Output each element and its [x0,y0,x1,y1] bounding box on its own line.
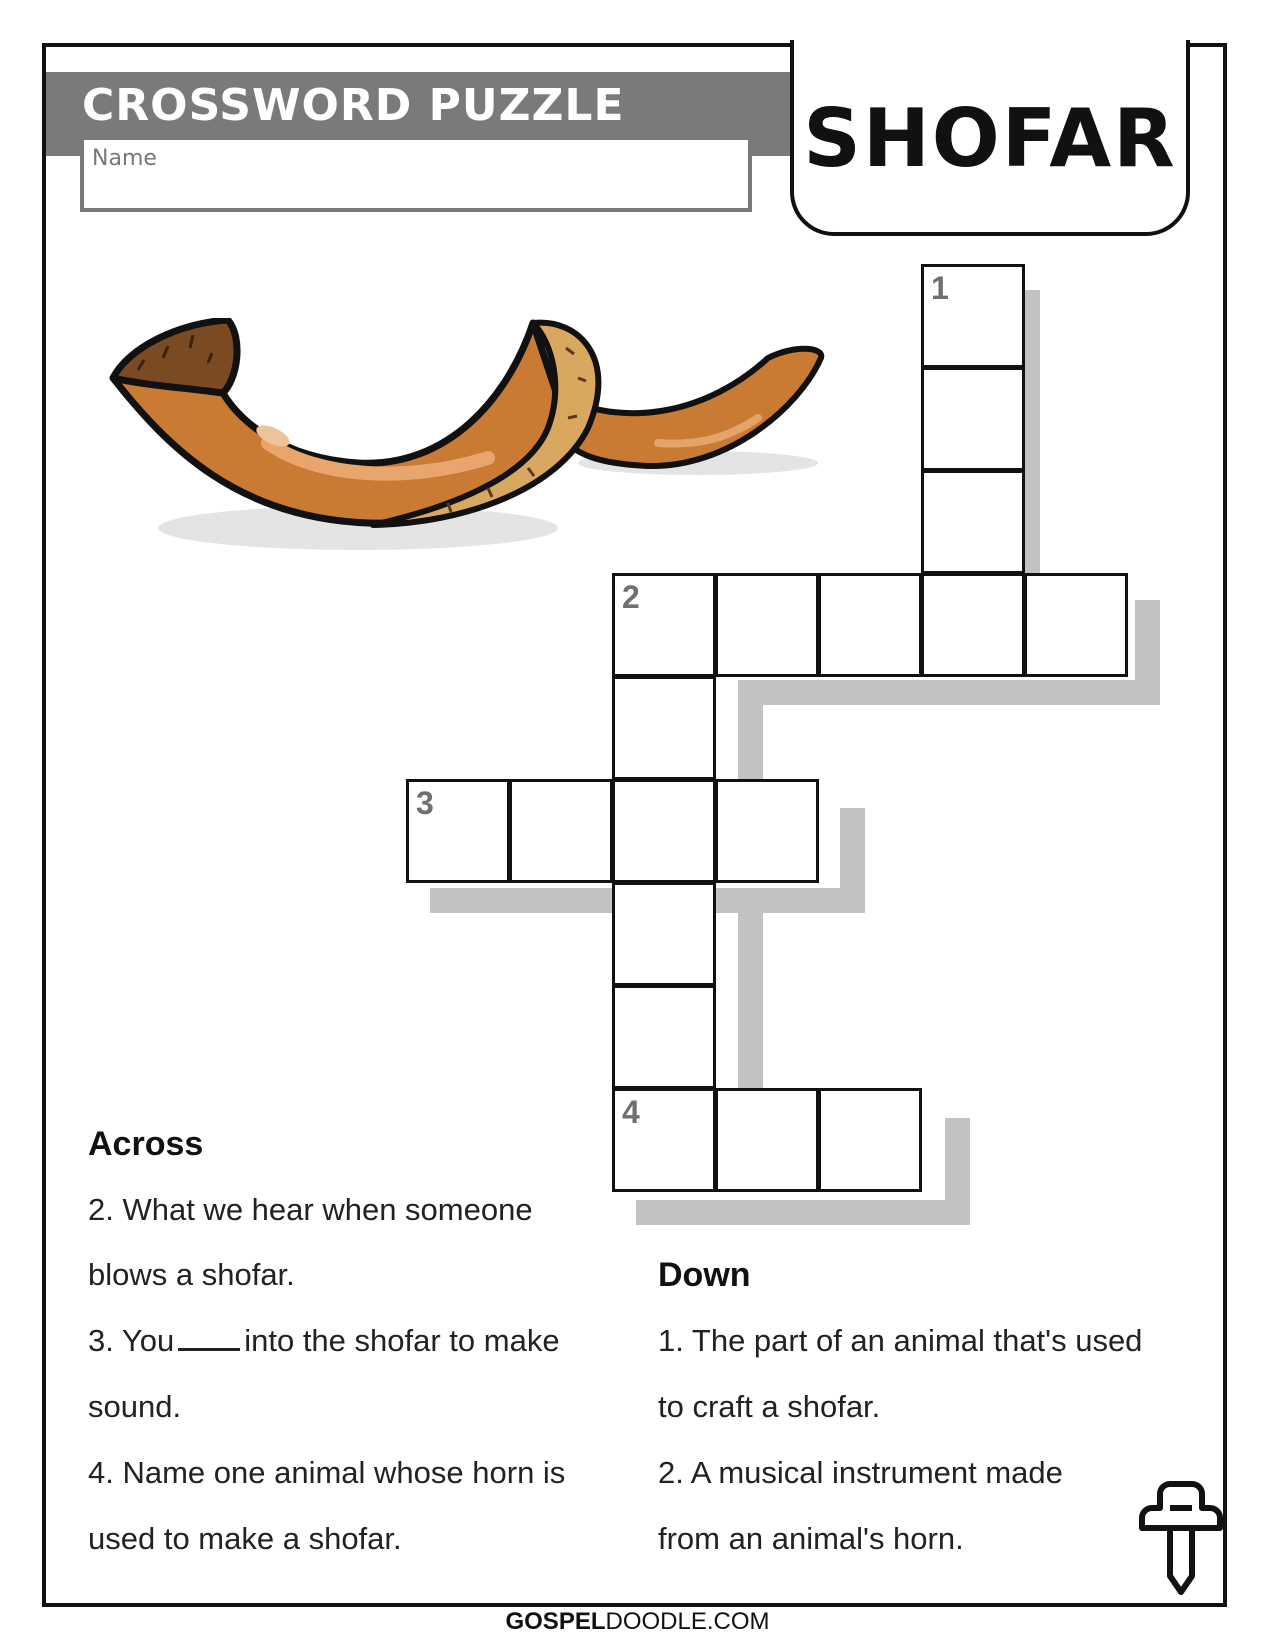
puzzle-title: SHOFAR [803,92,1177,185]
crossword-cell[interactable] [715,1088,819,1192]
worksheet-type-title: CROSSWORD PUZZLE [82,80,625,131]
clue-number: 2 [622,579,640,615]
across-clue-line: sound. [88,1389,182,1424]
clue-number: 1 [931,270,949,306]
across-clue-line: 4. Name one animal whose horn is [88,1455,566,1490]
title-tab [790,40,1190,236]
down-clue-line: to craft a shofar. [658,1389,881,1424]
footer-brand-rest: DOODLE.COM [605,1608,770,1635]
across-clue-text: 3. You [88,1323,175,1358]
crossword-cell[interactable] [921,264,1025,368]
crossword-cell[interactable] [921,573,1025,677]
crossword-cell[interactable] [612,985,716,1089]
across-clue-line [88,1323,560,1359]
across-heading: Across [88,1125,204,1163]
crossword-cell[interactable] [818,1088,922,1192]
crossword-cell[interactable] [818,573,922,677]
crossword-cell[interactable] [612,882,716,986]
footer-brand [0,1608,1275,1636]
answer-blank [178,1326,240,1351]
name-label: Name [92,146,157,171]
clue-number: 3 [416,785,434,821]
crossword-cell[interactable] [715,779,819,883]
crossword-cell[interactable] [509,779,613,883]
crossword-cell[interactable] [406,779,510,883]
footer-brand-bold: GOSPEL [505,1608,606,1635]
grid-shadow [738,680,1160,705]
cross-pencil-logo [1136,1476,1226,1596]
down-heading: Down [658,1256,751,1294]
across-clue-line: blows a shofar. [88,1257,295,1292]
name-field[interactable] [80,136,752,212]
crossword-cell[interactable] [612,779,716,883]
crossword-cell[interactable] [612,1088,716,1192]
down-clue-line: from an animal's horn. [658,1521,964,1556]
grid-shadow [636,1200,970,1225]
grid-shadow [738,680,763,790]
grid-shadow [738,888,763,1088]
clue-number: 4 [622,1094,640,1130]
crossword-cell[interactable] [612,676,716,780]
shofar-horn-illustration [108,318,828,558]
across-clue-line: used to make a shofar. [88,1521,402,1556]
crossword-cell[interactable] [921,367,1025,471]
across-clue-line: 2. What we hear when someone [88,1192,533,1227]
down-clue-line: 2. A musical instrument made [658,1455,1063,1490]
crossword-cell[interactable] [612,573,716,677]
across-clue-text: into the shofar to make [244,1323,560,1358]
crossword-cell[interactable] [715,573,819,677]
crossword-cell[interactable] [1024,573,1128,677]
crossword-cell[interactable] [921,470,1025,574]
down-clue-line: 1. The part of an animal that's used [658,1323,1143,1358]
